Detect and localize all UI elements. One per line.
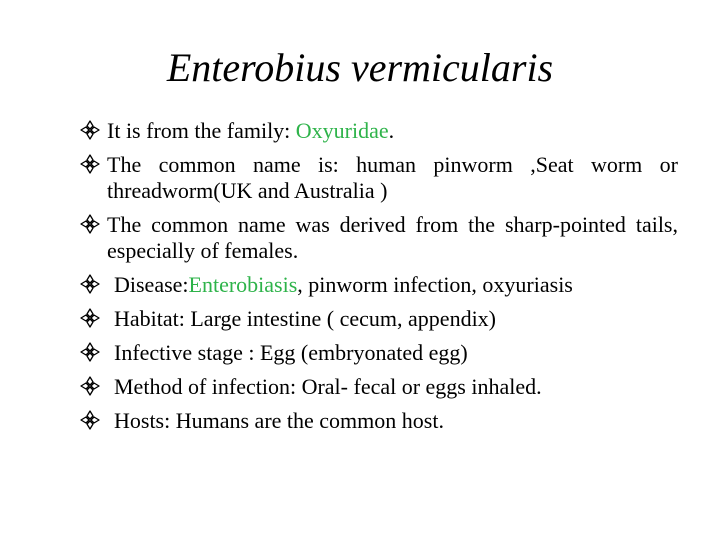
bullet-item-common-name <box>80 152 678 204</box>
four-petal-diamond-icon <box>80 120 100 140</box>
bullet-item-hosts <box>80 408 678 434</box>
four-petal-diamond-icon <box>80 154 100 174</box>
bullet-text: Hosts: Humans are the common host. <box>114 408 444 433</box>
disease-name-highlight: Enterobiasis <box>188 272 298 297</box>
bullet-item-method-of-infection <box>80 374 678 400</box>
four-petal-diamond-icon <box>80 274 100 294</box>
bullet-item-family <box>80 118 678 144</box>
four-petal-diamond-icon <box>80 308 100 328</box>
family-name-highlight: Oxyuridae <box>295 118 389 143</box>
four-petal-diamond-icon <box>80 342 100 362</box>
bullet-text: Habitat: Large intestine ( cecum, appendix) <box>114 306 497 331</box>
four-petal-diamond-icon <box>80 410 100 430</box>
bullet-text: The common name was derived from the sharp-pointed tails, especially of females. <box>107 212 678 263</box>
bullet-text: The common name is: human pinworm ,Seat worm or threadworm(UK and Australia ) <box>107 152 678 203</box>
bullet-text: Infective stage : Egg (embryonated egg) <box>114 340 468 365</box>
bullet-item-name-origin <box>80 212 678 264</box>
bullet-text-suffix: , pinworm infection, oxyuriasis <box>297 272 573 297</box>
bullet-text: Method of infection: Oral- fecal or eggs inhaled. <box>114 374 542 399</box>
bullet-item-infective-stage <box>80 340 678 366</box>
four-petal-diamond-icon <box>80 214 100 234</box>
slide-title: Enterobius vermicularis <box>166 45 554 90</box>
bullet-text: Disease: <box>114 272 189 297</box>
bullet-text: It is from the family: <box>107 118 296 143</box>
bullet-item-habitat <box>80 306 678 332</box>
four-petal-diamond-icon <box>80 376 100 396</box>
bullet-item-disease <box>80 272 678 298</box>
bullet-text-suffix: . <box>388 118 395 143</box>
bullet-list <box>80 118 678 442</box>
